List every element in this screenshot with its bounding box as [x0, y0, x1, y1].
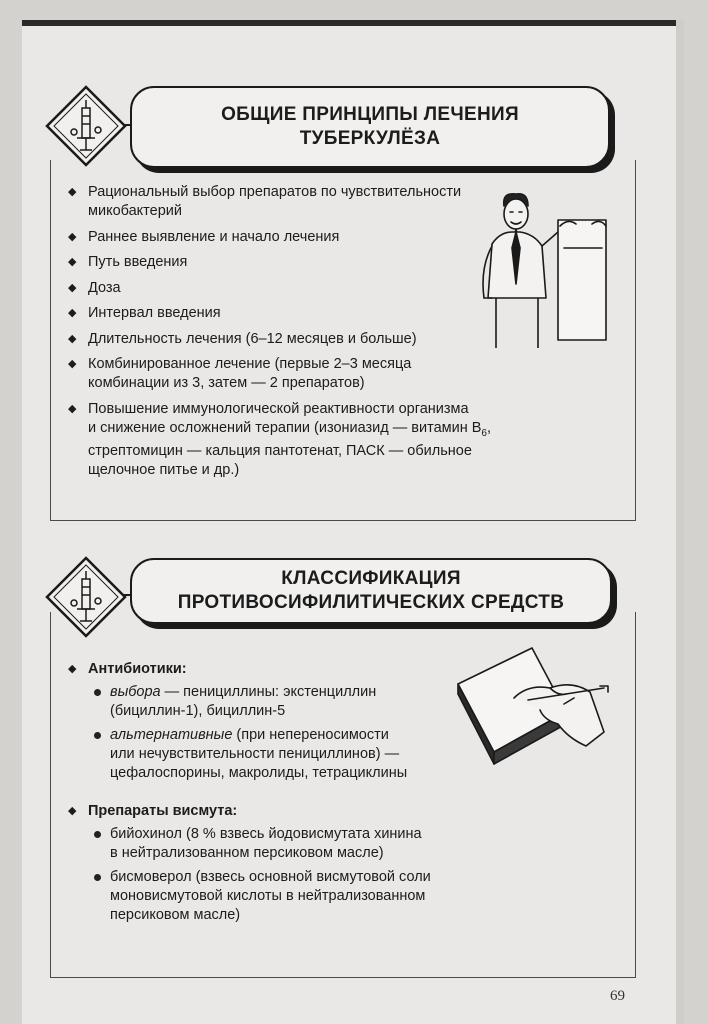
antibiotics-heading: ◆ Антибиотики:	[68, 661, 187, 677]
section1-title-line1: ОБЩИЕ ПРИНЦИПЫ ЛЕЧЕНИЯ	[221, 104, 519, 125]
list-item: ◆ Раннее выявление и начало лечения	[68, 228, 340, 245]
syringe-diamond-icon	[44, 84, 128, 168]
section2-title-line2: ПРОТИВОСИФИЛИТИЧЕСКИХ СРЕДСТВ	[177, 592, 565, 613]
list-item: бисмоверол (взвесь основной висмутовой соли моновисмутовой кислоты в нейтрализованном персиковом масле)	[88, 868, 566, 925]
bismuth-list	[88, 825, 566, 925]
page-right-edge	[676, 20, 684, 1024]
syringe-diamond-icon	[44, 555, 128, 639]
list-item: ◆ Рациональный выбор препаратов по чувствительности микобактерий	[68, 184, 462, 219]
book-page	[22, 20, 684, 1024]
section2-title	[130, 558, 612, 624]
diamond-bullet-icon: ◆	[68, 332, 77, 345]
diamond-bullet-icon: ◆	[68, 281, 77, 294]
diamond-bullet-icon: ◆	[68, 186, 77, 198]
list-item: ◆ Длительность лечения (6–12 месяцев и больше)	[68, 330, 417, 347]
list-item: ◆ Интервал введения	[68, 305, 221, 321]
list-item: альтернативные (при непереносимости или нечувствительности пенициллинов) — цефалоспорины, макролиды, тетрациклины	[88, 726, 566, 783]
hand-writing-illustration	[454, 628, 614, 783]
diamond-bullet-icon: ◆	[68, 230, 77, 243]
page-top-edge	[22, 20, 684, 26]
list-item: ◆ Путь введения	[68, 254, 188, 270]
list-item: ◆ Комбинированное лечение (первые 2–3 месяца комбинации из 3, затем — 2 препаратов)	[68, 356, 412, 391]
dot-bullet-icon	[94, 831, 101, 838]
man-holding-sheet-illustration	[462, 188, 612, 353]
diamond-bullet-icon: ◆	[68, 805, 77, 817]
list-item: бийохинол (8 % взвесь йодовисмутата хинина в нейтрализованном персиковом масле)	[88, 825, 566, 863]
diamond-bullet-icon: ◆	[68, 663, 77, 675]
diamond-bullet-icon: ◆	[68, 256, 77, 268]
list-item: выбора — пенициллины: экстенциллин (бициллин-1), бициллин-5	[88, 683, 566, 721]
page-number: 69	[610, 988, 625, 1004]
diamond-bullet-icon: ◆	[68, 358, 77, 370]
section1-title	[130, 86, 610, 168]
bismuth-heading: ◆ Препараты висмута:	[68, 803, 238, 819]
section1-title-line2: ТУБЕРКУЛЁЗА	[299, 128, 441, 149]
dot-bullet-icon	[94, 689, 101, 696]
dot-bullet-icon	[94, 874, 101, 881]
dot-bullet-icon	[94, 732, 101, 739]
list-item: ◆ Доза	[68, 279, 121, 296]
section2-title-line1: КЛАССИФИКАЦИЯ	[281, 568, 461, 589]
diamond-bullet-icon: ◆	[68, 402, 77, 415]
list-item: ◆ Повышение иммунологической реактивности организма и снижение осложнений терапии (изониазид — витамин $B_6$, стрептомицин — кальция пантотенат, ПАСК — обильное щелочное питье и др.)	[68, 400, 492, 479]
diamond-bullet-icon: ◆	[68, 307, 77, 319]
